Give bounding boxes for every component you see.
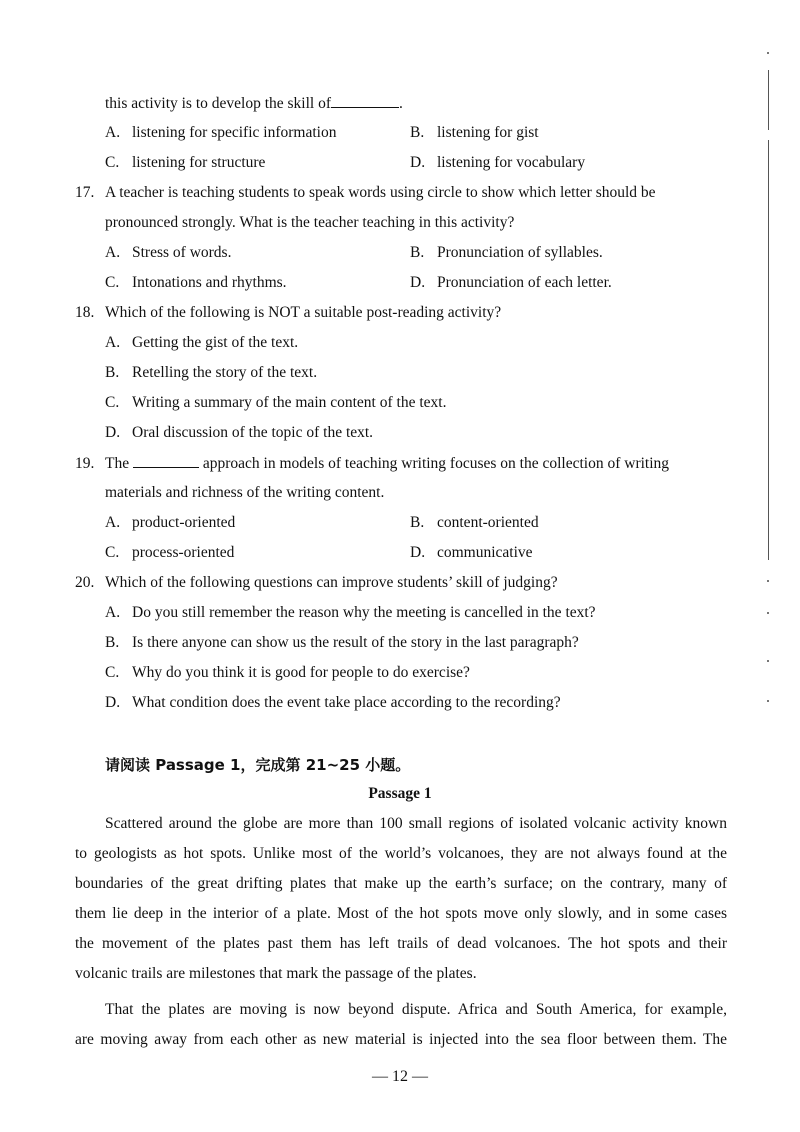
q18-option-c[interactable]: C. Writing a summary of the main content of the text. [105, 394, 447, 411]
q20-stem: 20. Which of the following questions can improve students’ skill of judging? [75, 574, 558, 591]
passage-p1-line6: volcanic trails are milestones that mark the passage of the plates. [75, 965, 477, 982]
page-number: — 12 — [372, 1068, 428, 1085]
q16-stem-end: . [399, 95, 403, 112]
q20-option-b[interactable]: B. Is there anyone can show us the result of the story in the last paragraph? [105, 634, 579, 651]
scan-edge-dot [767, 580, 769, 582]
passage-p2-line1: That the plates are moving is now beyond dispute. Africa and South America, for example, [105, 1001, 727, 1018]
q16-stem-continuation [105, 93, 403, 114]
q19-option-d[interactable]: D. communicative [410, 544, 533, 561]
q16-option-b[interactable]: B. listening for gist [410, 124, 539, 141]
q20-option-a[interactable]: A. Do you still remember the reason why the meeting is cancelled in the text? [105, 604, 596, 621]
q19-number: 19. [75, 455, 95, 472]
passage-title: Passage 1 [368, 785, 432, 802]
q16-option-d[interactable]: D. listening for vocabulary [410, 154, 586, 171]
scan-edge-dot [767, 700, 769, 702]
scan-edge-dot [767, 612, 769, 614]
q20-option-d[interactable]: D. What condition does the event take place according to the recording? [105, 694, 561, 711]
q16-option-c[interactable]: C. listening for structure [105, 154, 266, 171]
q17-option-c[interactable]: C. Intonations and rhythms. [105, 274, 287, 291]
passage-p2-line2: are moving away from each other as new material is injected into the sea floor between them. The [75, 1031, 727, 1048]
q18-option-a[interactable]: A. Getting the gist of the text. [105, 334, 299, 351]
q20-option-c[interactable]: C. Why do you think it is good for people to do exercise? [105, 664, 470, 681]
scan-edge-dot [767, 660, 769, 662]
answer-blank [331, 93, 399, 108]
q17-option-b[interactable]: B. Pronunciation of syllables. [410, 244, 603, 261]
passage-p1-line2: to geologists as hot spots. Unlike most of the world’s volcanoes, they are not always found at the [75, 845, 727, 862]
q17-stem-line2: pronounced strongly. What is the teacher teaching in this activity? [105, 214, 515, 231]
scan-edge-dot [767, 52, 769, 54]
q16-option-a[interactable]: A. listening for specific information [105, 124, 337, 141]
q18-option-b[interactable]: B. Retelling the story of the text. [105, 364, 318, 381]
q19-option-b[interactable]: B. content-oriented [410, 514, 539, 531]
q19-stem-line2: materials and richness of the writing content. [105, 484, 385, 501]
passage-p1-line1: Scattered around the globe are more than 100 small regions of isolated volcanic activity known [105, 815, 727, 832]
scan-edge-line [768, 140, 769, 560]
q19-option-a[interactable]: A. product-oriented [105, 514, 236, 531]
q20-number: 20. [75, 574, 95, 591]
q19-stem: 19. The approach in models of teaching writing focuses on the collection of writing [75, 455, 670, 472]
q19-option-c[interactable]: C. process-oriented [105, 544, 235, 561]
q17-number: 17. [75, 184, 95, 201]
q18-number: 18. [75, 304, 95, 321]
passage-p1-line3: boundaries of the great drifting plates that make up the earth’s surface; on the contrary, many of [75, 875, 727, 892]
q18-option-d[interactable]: D. Oral discussion of the topic of the text. [105, 424, 374, 441]
section-instruction: 请阅读 Passage 1，完成第 21~25 小题。 [105, 756, 411, 774]
q18-stem: 18. Which of the following is NOT a suitable post-reading activity? [75, 304, 502, 321]
q17-option-a[interactable]: A. Stress of words. [105, 244, 232, 261]
q17-option-d[interactable]: D. Pronunciation of each letter. [410, 274, 612, 291]
scan-edge-line [768, 70, 769, 130]
answer-blank [133, 453, 199, 468]
passage-p1-line4: them lie deep in the interior of a plate. Most of the hot spots move only slowly, and in some cases [75, 905, 727, 922]
q16-stem-text: this activity is to develop the skill of [105, 95, 332, 112]
passage-p1-line5: the movement of the plates past them has left trails of dead volcanoes. The hot spots and their [75, 935, 727, 952]
q17-stem: 17. A teacher is teaching students to speak words using circle to show which letter should be [75, 184, 656, 201]
